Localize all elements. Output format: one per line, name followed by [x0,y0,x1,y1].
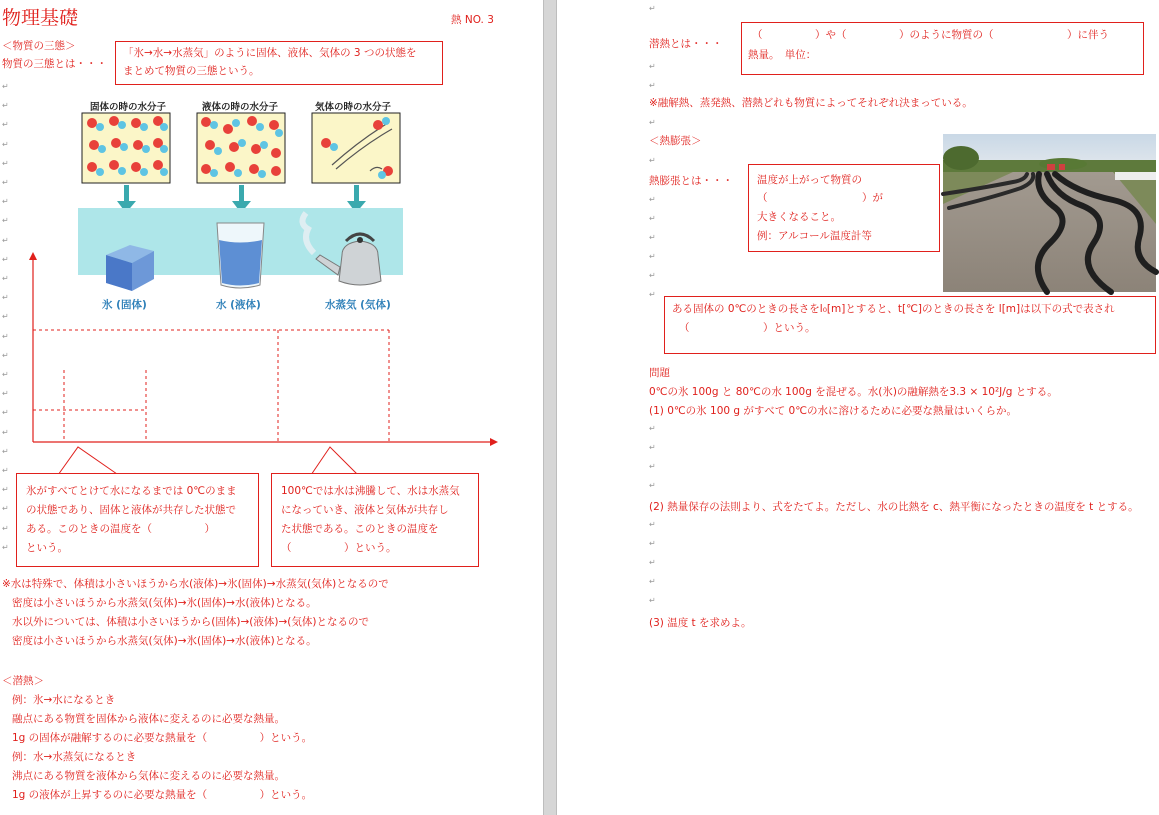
paragraph-mark: ↵ [2,216,9,226]
three-states-definition-label: 物質の三態とは・・・ [2,58,107,70]
paragraph-mark: ↵ [649,252,656,261]
paragraph-mark: ↵ [649,577,656,586]
paragraph-mark: ↵ [2,120,9,130]
problem-heading: 問題 [649,367,670,379]
state-label-solid: 氷 (固体) [102,299,147,311]
paragraph-mark: ↵ [649,4,656,13]
callout-text: の状態であり、固体と液体が共存した状態で [26,504,236,516]
paragraph-mark: ↵ [649,118,656,127]
paragraph-mark: ↵ [2,139,9,149]
thermal-expansion-definition-label: 熱膨張とは・・・ [649,175,733,187]
paragraph-mark: ↵ [2,542,9,552]
paragraph-mark: ↵ [649,558,656,567]
callout-text: になっていき、液体と気体が共存し [281,504,449,516]
note-line: ※水は特殊で、体積は小さいほうから水(液体)→氷(固体)→水蒸気(気体)となるので [2,578,389,590]
paragraph-mark: ↵ [649,290,656,299]
paragraph-mark: ↵ [2,82,9,91]
paragraph-mark: ↵ [2,235,9,245]
callout-box-melting-point [16,473,259,567]
illustration-title: 液体の時の水分子 [202,102,279,113]
paragraph-mark: ↵ [2,408,9,418]
box-text: 「氷→水→水蒸気」のように固体、液体、気体の 3 つの状態を [123,47,417,59]
latent-line: 例：水→水蒸気になるとき [12,751,137,763]
paragraph-mark: ↵ [2,446,9,456]
question-1: (1) 0℃の氷 100 g がすべて 0℃の水に溶けるために必要な熱量はいくらか。 [649,405,1018,417]
paragraph-mark: ↵ [2,312,9,322]
paragraph-mark: ↵ [649,214,656,223]
latent-line: 1g の固体が融解するのに必要な熱量を（ ）という。 [12,732,313,744]
paragraph-mark: ↵ [2,101,9,111]
paragraph-mark: ↵ [2,504,9,514]
paragraph-mark: ↵ [649,443,656,452]
latent-line: 例：氷→水になるとき [12,694,116,706]
callout-text: ある。このときの温度を（ ） [26,523,215,535]
paragraph-mark: ↵ [2,350,9,360]
left-page [0,0,543,815]
paragraph-mark: ↵ [649,462,656,471]
paragraph-mark: ↵ [649,520,656,529]
paragraph-mark: ↵ [2,485,9,495]
definition-box-latent-heat [741,22,1144,75]
paragraph-mark: ↵ [649,156,656,165]
definition-box-three-states [115,41,443,85]
section-heading-three-states: ＜物質の三態＞ [2,40,76,52]
latent-heat-definition-label: 潜熱とは・・・ [649,38,723,50]
paragraph-mark: ↵ [2,178,9,187]
callout-text: た状態である。このときの温度を [281,523,439,535]
paragraph-mark: ↵ [2,370,9,379]
formula-box [664,296,1156,354]
latent-line: 沸点にある物質を液体から気体に変えるのに必要な熱量。 [12,770,285,782]
illustration-title: 固体の時の水分子 [90,102,167,113]
note-line: 密度は小さいほうから水蒸気(気体)→氷(固体)→水(液体)となる。 [12,635,317,647]
paragraph-mark: ↵ [2,331,9,341]
page-title: 物理基礎 [2,7,79,29]
paragraph-mark: ↵ [2,254,9,264]
state-label-liquid: 水 (液体) [216,299,261,311]
page-number: 熱 NO. 3 [451,14,494,26]
paragraph-mark: ↵ [649,481,656,490]
paragraph-mark: ↵ [649,81,656,90]
callout-text: という。 [26,542,68,554]
paragraph-mark: ↵ [649,539,656,548]
box-text: （ ）という。 [679,322,816,334]
definition-box-thermal-expansion [748,164,940,252]
callout-text: （ ）という。 [281,542,397,554]
latent-line: 1g の液体が上昇するのに必要な熱量を（ ）という。 [12,789,313,801]
paragraph-mark: ↵ [2,197,9,207]
note-line: 水以外については、体積は小さいほうから(固体)→(液体)→(気体)となるので [12,616,369,628]
paragraph-mark: ↵ [2,293,9,303]
paragraph-mark: ↵ [2,523,9,533]
section-heading-latent-heat: ＜潜熱＞ [2,675,44,687]
page-gutter [543,0,557,815]
latent-line: 融点にある物質を固体から液体に変えるのに必要な熱量。 [12,713,285,725]
paragraph-mark: ↵ [2,466,9,475]
paragraph-mark: ↵ [649,195,656,204]
illustration-title: 気体の時の水分子 [315,102,392,113]
question-2: (2) 熱量保存の法則より、式をたてよ。ただし、水の比熱を c、熱平衡になったときの温度を t とする。 [649,501,1139,513]
right-page [557,0,1159,815]
state-label-gas: 水蒸気 (気体) [325,299,391,311]
latent-note: ※融解熱、蒸発熱、潜熱どれも物質によってそれぞれ決まっている。 [649,97,973,109]
section-heading-thermal-expansion: ＜熱膨張＞ [649,135,702,147]
box-text: 温度が上がって物質の [757,174,862,186]
box-text: ある固体の 0℃のときの長さをl₀[m]とすると、t[℃]のときの長さを l[m]は以下の式で表され [672,303,1115,315]
paragraph-mark: ↵ [2,389,9,399]
problem-statement: 0℃の氷 100g と 80℃の水 100g を混ぜる。水(氷)の融解熱を3.3 × 10²J/g とする。 [649,386,1058,398]
box-text: 例：アルコール温度計等 [757,230,872,242]
callout-box-boiling-point [271,473,479,567]
paragraph-mark: ↵ [649,233,656,242]
box-text: （ ）や（ ）のように物質の（ ）に伴う [752,29,1109,41]
paragraph-mark: ↵ [649,596,656,605]
question-3: (3) 温度 t を求めよ。 [649,617,752,629]
buckled-rail-photo [943,134,1156,292]
paragraph-mark: ↵ [649,424,656,433]
box-text: まとめて物質の三態という。 [123,65,260,77]
paragraph-mark: ↵ [2,158,9,168]
callout-text: 100℃では水は沸騰して、水は水蒸気 [281,485,460,497]
paragraph-mark: ↵ [2,274,9,283]
paragraph-mark: ↵ [649,62,656,71]
box-text: 熱量。 単位： [748,49,817,61]
note-line: 密度は小さいほうから水蒸気(気体)→氷(固体)→水(液体)となる。 [12,597,317,609]
box-text: （ ）が [757,192,883,204]
paragraph-mark: ↵ [649,271,656,280]
box-text: 大きくなること。 [757,211,841,223]
callout-text: 氷がすべてとけて水になるまでは 0℃のまま [26,485,237,497]
paragraph-mark: ↵ [2,427,9,437]
